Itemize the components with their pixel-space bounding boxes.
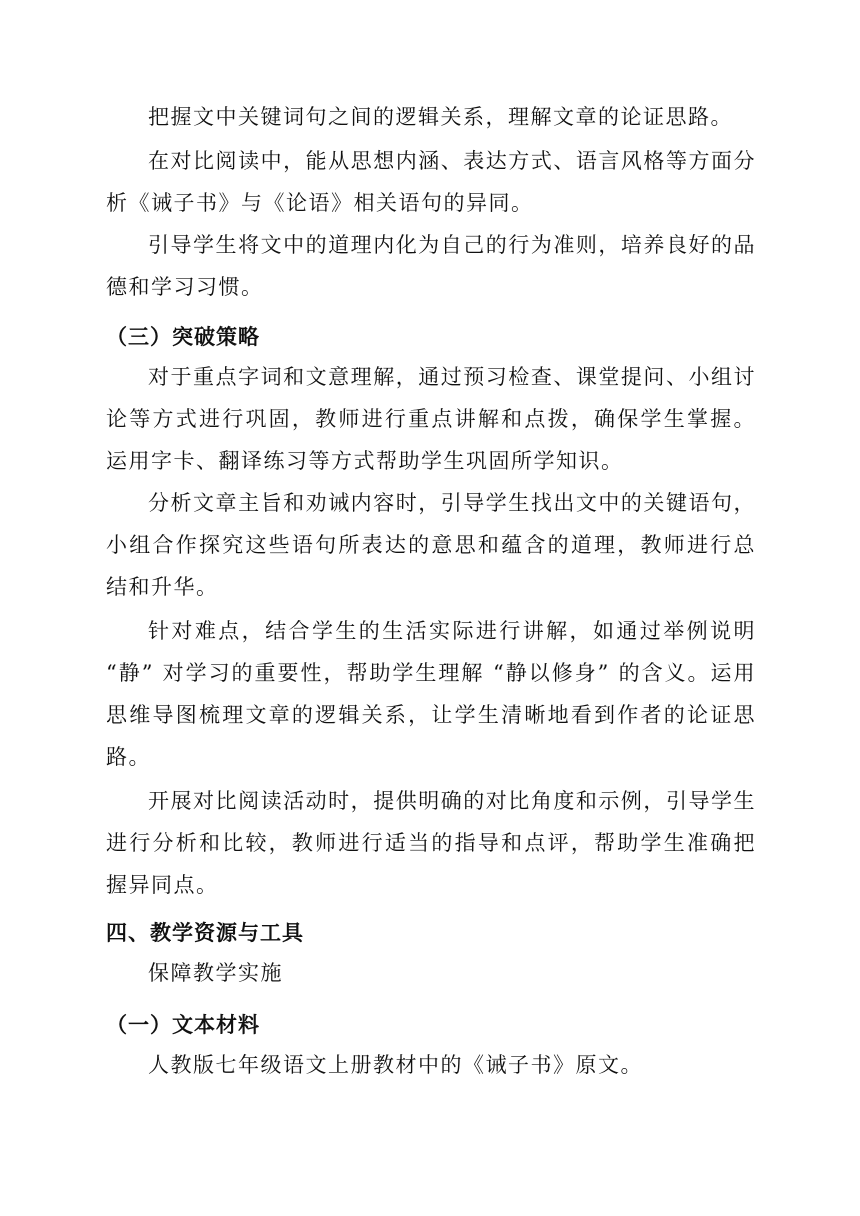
paragraph-text-materials: 人教版七年级语文上册教材中的《诫子书》原文。	[148, 1053, 643, 1077]
paragraph-logic: 把握文中关键词句之间的逻辑关系，理解文章的论证思路。	[148, 105, 733, 129]
paragraph-resources-intro: 保障教学实施	[148, 961, 283, 985]
paragraph-strategy-4: 开展对比阅读活动时，提供明确的对比角度和示例，引导学生进行分析和比较，教师进行适当的指导和点评，帮助学生准确把握异同点。	[106, 789, 756, 897]
paragraph-strategy-3: 针对难点，结合学生的生活实际进行讲解，如通过举例说明 “静” 对学习的重要性，帮助学生理解 “静以修身” 的含义。运用思维导图梳理文章的逻辑关系，让学生清晰地看到作者的论证思路。	[106, 619, 756, 769]
section-heading-resources: 四、教学资源与工具	[106, 921, 304, 945]
paragraph-internalize: 引导学生将文中的道理内化为自己的行为准则，培养良好的品德和学习习惯。	[106, 233, 756, 299]
paragraph-comparison: 在对比阅读中，能从思想内涵、表达方式、语言风格等方面分析《诫子书》与《论语》相关语句的异同。	[106, 149, 756, 215]
section-heading-strategies: （三）突破策略	[106, 325, 260, 349]
paragraph-strategy-2: 分析文章主旨和劝诫内容时，引导学生找出文中的关键语句，小组合作探究这些语句所表达的意思和蕴含的道理，教师进行总结和升华。	[106, 491, 756, 599]
paragraph-strategy-1: 对于重点字词和文意理解，通过预习检查、课堂提问、小组讨论等方式进行巩固，教师进行重点讲解和点拨，确保学生掌握。运用字卡、翻译练习等方式帮助学生巩固所学知识。	[106, 365, 756, 473]
subsection-heading-text-materials: （一）文本材料	[106, 1013, 260, 1037]
